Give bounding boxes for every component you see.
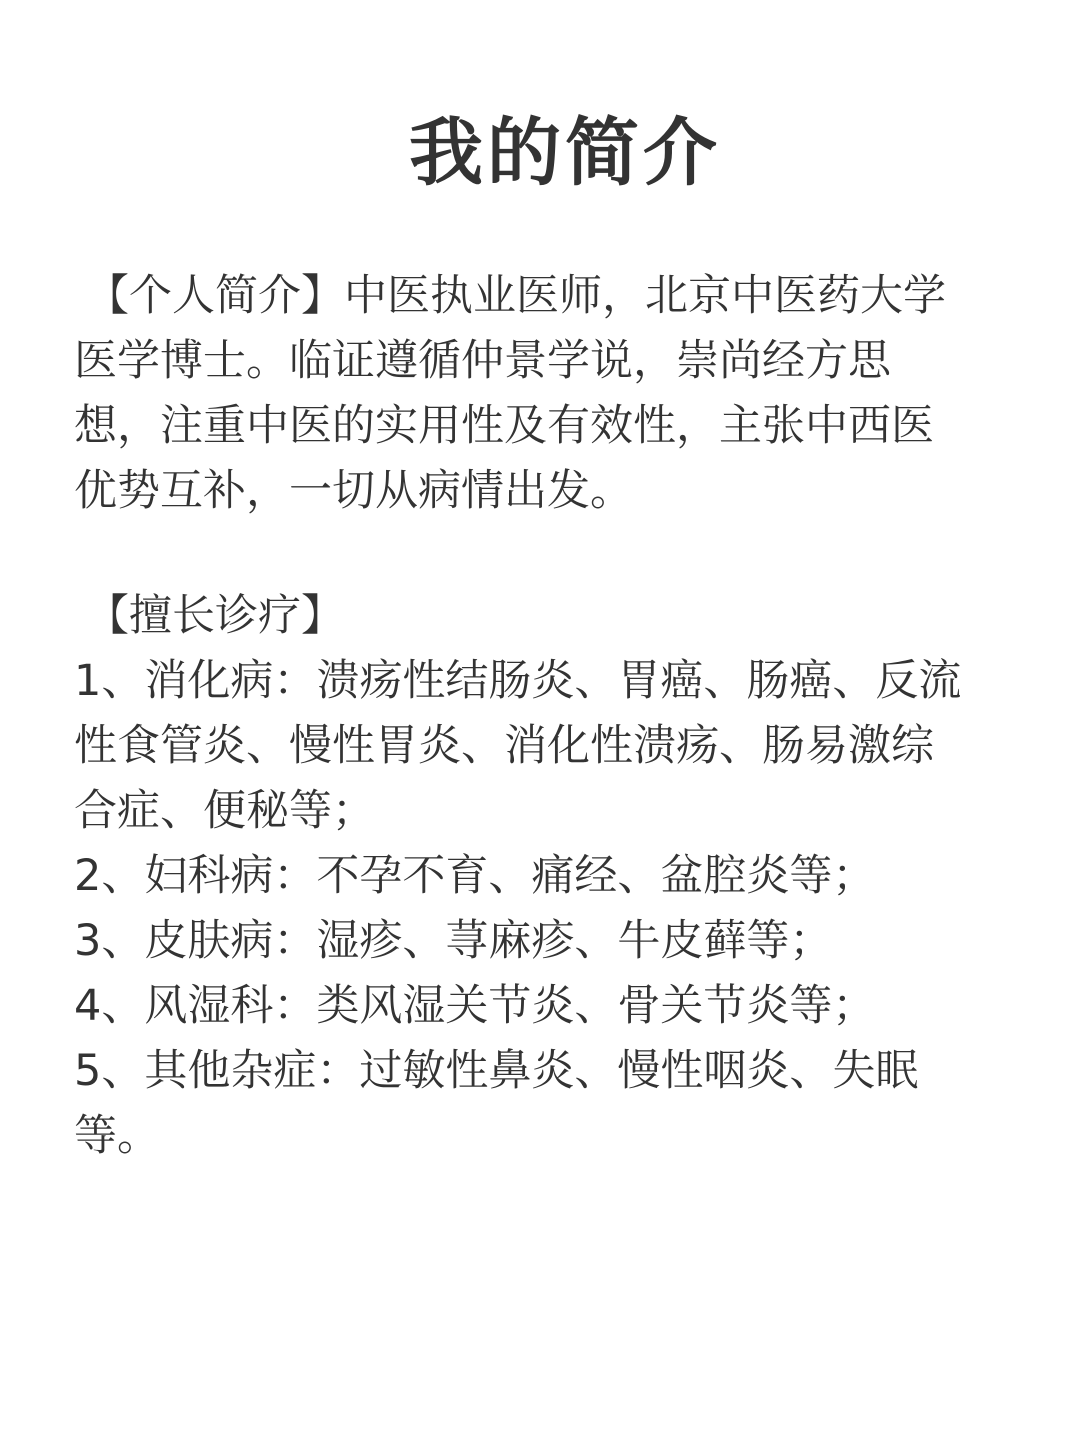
expertise-section <box>74 584 1014 1169</box>
intro-line: 想，注重中医的实用性及有效性，主张中西医 <box>74 401 934 451</box>
expertise-line: 1、消化病：溃疡性结肠炎、胃癌、肠癌、反流 <box>74 656 962 706</box>
expertise-line: 2、妇科病：不孕不育、痛经、盆腔炎等； <box>74 851 876 901</box>
expertise-line: 4、风湿科：类风湿关节炎、骨关节炎等； <box>74 981 876 1031</box>
intro-line: 医学博士。临证遵循仲景学说，崇尚经方思 <box>74 336 891 386</box>
expertise-line: 3、皮肤病：湿疹、荨麻疹、牛皮藓等； <box>74 916 833 966</box>
expertise-line: 合症、便秘等； <box>74 786 375 836</box>
page-title: 我的简介 <box>409 110 721 196</box>
expertise-line: 性食管炎、慢性胃炎、消化性溃疡、肠易激综 <box>74 721 934 771</box>
intro-line: 优势互补，一切从病情出发。 <box>74 466 633 516</box>
intro-section <box>74 264 1014 524</box>
expertise-line: 等。 <box>74 1111 160 1161</box>
expertise-heading: 【擅长诊疗】 <box>86 591 344 641</box>
expertise-line: 5、其他杂症：过敏性鼻炎、慢性咽炎、失眠 <box>74 1046 919 1096</box>
intro-line: 【个人简介】中医执业医师，北京中医药大学 <box>86 271 946 321</box>
